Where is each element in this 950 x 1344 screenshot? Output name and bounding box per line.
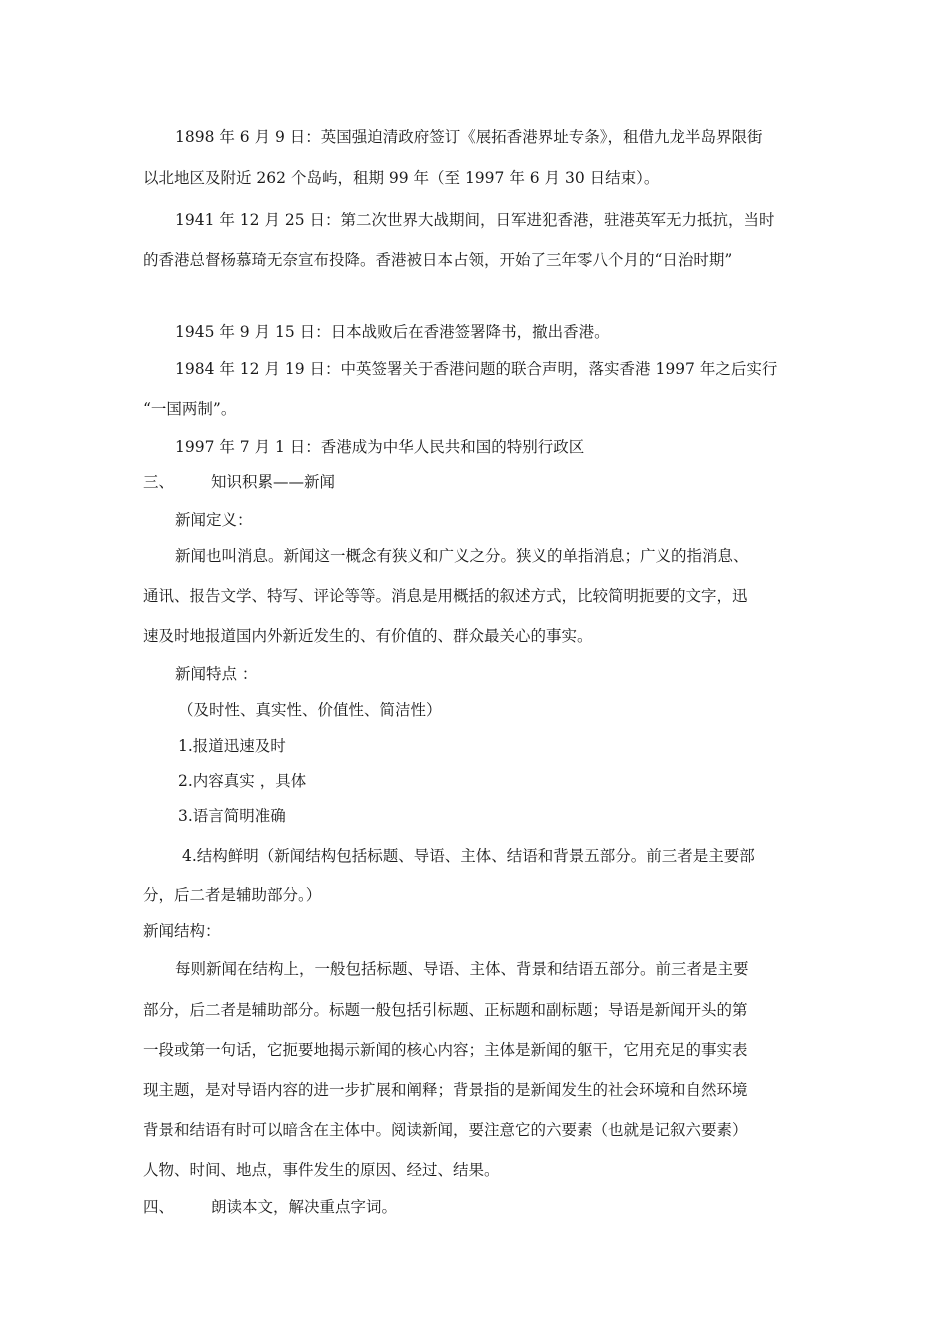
structure-line-4: 现主题，是对导语内容的进一步扩展和阐释；背景指的是新闻发生的社会环境和自然环境 [143, 1081, 748, 1099]
feature-item-3: 3.语言简明准确 [178, 807, 286, 825]
section-3-number: 三、 [143, 473, 175, 491]
structure-line-1: 每则新闻在结构上，一般包括标题、导语、主体、背景和结语五部分。前三者是主要 [175, 960, 749, 978]
section-4-title: 朗读本文，解决重点字词。 [211, 1198, 398, 1216]
feature-item-2: 2.内容真实 ，具体 [178, 772, 307, 790]
history-1941-line-1: 1941 年 12 月 25 日：第二次世界大战期间，日军进犯香港，驻港英军无力抵抗，当时 [175, 211, 775, 229]
history-1898-line-2: 以北地区及附近 262 个岛屿，租期 99 年（至 1997 年 6 月 30 日结束）。 [143, 169, 660, 187]
structure-label: 新闻结构： [143, 922, 221, 940]
features-label: 新闻特点 ： [175, 665, 258, 683]
history-1898-line-1: 1898 年 6 月 9 日：英国强迫清政府签订《展拓香港界址专条》，租借九龙半岛界限街 [175, 128, 763, 146]
history-1945-line-1: 1945 年 9 月 15 日：日本战败后在香港签署降书，撤出香港。 [175, 323, 610, 341]
section-3-heading [143, 472, 335, 492]
structure-line-6: 人物、时间、地点，事件发生的原因、经过、结果。 [143, 1161, 500, 1179]
definition-line-1: 新闻也叫消息。新闻这一概念有狭义和广义之分。狭义的单指消息；广义的指消息、 [175, 547, 749, 565]
structure-line-2: 部分，后二者是辅助部分。标题一般包括引标题、正标题和副标题；导语是新闻开头的第 [143, 1001, 748, 1019]
history-1941-line-2: 的香港总督杨慕琦无奈宣布投降。香港被日本占领，开始了三年零八个月的“日治时期” [143, 251, 733, 269]
structure-line-5: 背景和结语有时可以暗含在主体中。阅读新闻，要注意它的六要素（也就是记叙六要素） [143, 1121, 748, 1139]
history-1984-line-2: “一国两制”。 [143, 400, 237, 418]
features-summary: （及时性、真实性、价值性、简洁性） [178, 701, 442, 719]
section-3-title: 知识积累——新闻 [211, 473, 336, 491]
history-1997-line-1: 1997 年 7 月 1 日：香港成为中华人民共和国的特别行政区 [175, 438, 585, 456]
definition-line-2: 通讯、报告文学、特写、评论等等。消息是用概括的叙述方式，比较简明扼要的文字，迅 [143, 587, 748, 605]
feature-item-4-continued: 分，后二者是辅助部分。） [143, 886, 322, 904]
section-4-heading [143, 1197, 397, 1217]
definition-line-3: 速及时地报道国内外新近发生的、有价值的、群众最关心的事实。 [143, 627, 593, 645]
feature-item-1: 1.报道迅速及时 [178, 737, 286, 755]
definition-label: 新闻定义： [175, 511, 253, 529]
history-1984-line-1: 1984 年 12 月 19 日：中英签署关于香港问题的联合声明，落实香港 1997 年之后实行 [175, 360, 778, 378]
feature-item-4: 4.结构鲜明（新闻结构包括标题、导语、主体、结语和背景五部分。前三者是主要部 [182, 847, 755, 865]
section-4-number: 四、 [143, 1198, 175, 1216]
structure-line-3: 一段或第一句话，它扼要地揭示新闻的核心内容；主体是新闻的躯干，它用充足的事实表 [143, 1041, 748, 1059]
